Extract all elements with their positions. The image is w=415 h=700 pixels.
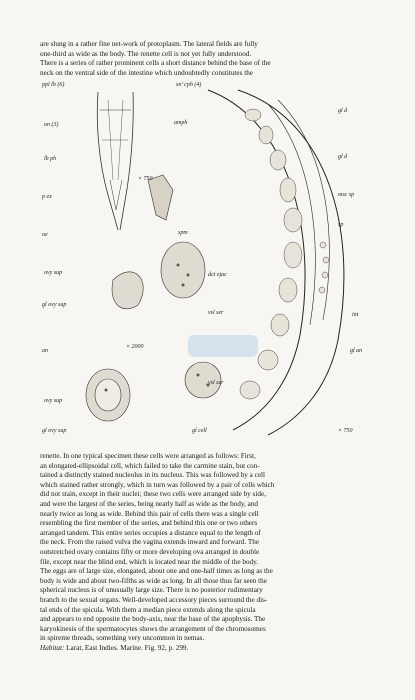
- label-gl-ovy-sup-2: gl ovy sup: [42, 428, 67, 434]
- bottom-paragraph: [40, 452, 385, 653]
- text-line: resembling the first member of the series, and behind this one or two others: [40, 519, 258, 528]
- label-gl-ovy-sup: gl ovy sup: [42, 302, 67, 308]
- label-scale-top: × 750: [138, 176, 153, 182]
- label-gl-d-1: gl d: [338, 108, 348, 114]
- label-gl-cell: gl cell: [192, 428, 207, 434]
- habitat-label: Habitat:: [40, 643, 65, 652]
- top-paragraph: [40, 40, 385, 78]
- text-line: neck on the ventral side of the intestine which undoubtedly constitutes the: [40, 68, 253, 77]
- label-sp: sp: [338, 222, 344, 228]
- label-gl-an: gl an: [350, 348, 363, 354]
- text-line: The eggs are of large size, elongated, about one and one-half times as long as the: [40, 567, 273, 576]
- figure-plate: [38, 80, 385, 442]
- ovary-drawing: [86, 242, 221, 421]
- text-line: body is wide and about two-fifths as wide as long. In all those thus far seen the: [40, 576, 267, 585]
- label-vsl-ser-2: vsl ser: [208, 380, 224, 386]
- text-line: spherical nucleus is of unusually large size. There is no posterior rudimentary: [40, 586, 263, 595]
- label-an: an: [42, 348, 48, 354]
- label-ovy-sup-2: ovy sup: [44, 398, 63, 404]
- label-ovy-sup: ovy sup: [44, 270, 63, 276]
- label-sn-cph: sn’ cph (4): [176, 82, 202, 88]
- text-line: outstretched ovary contains fifty or more developing ova arranged in double: [40, 547, 260, 556]
- text-line: There is a series of rather prominent cells a short distance behind the base of the: [40, 59, 271, 68]
- text-line: arranged tandem. This entire series occupies a distance equal to the length of: [40, 528, 261, 537]
- text-line: file, except near the blind end, which is located near the middle of the body.: [40, 557, 259, 566]
- watermark-smudge: [188, 335, 258, 357]
- text-line: and appears to end opposite the body-axis, near the base of the apophysis. The: [40, 615, 266, 624]
- text-line: are slung in a rather fine net-work of protoplasm. The lateral fields are fully: [40, 40, 258, 48]
- text-line: in spireme threads, something very uncommon in nemas.: [40, 634, 205, 643]
- text-line: which stained rather strongly, which in turn was followed by a pair of cells which: [40, 480, 275, 489]
- text-line: and were the largest of the series, being nearly half as wide as the body, and: [40, 499, 258, 508]
- label-vsl-ser: vsl ser: [208, 310, 224, 316]
- text-line: one-third as wide as the body. The renette cell is not yet fully understood.: [40, 49, 252, 58]
- label-p-ex: p ex: [42, 194, 52, 200]
- label-gl-d-2: gl d: [338, 154, 348, 160]
- head-drawing: [97, 92, 133, 230]
- label-on: on (3): [44, 122, 59, 128]
- text-line: karyokinesis of the spermatocytes shows the arrangement of the chromosomes: [40, 624, 266, 633]
- text-line: tained a distinctly stained nucleolus in its nucleus. This was followed by a cell: [40, 471, 266, 480]
- text-line: nearly twice as long as wide. Behind this pair of cells there was a single cell: [40, 509, 259, 518]
- label-scale-mid: × 2000: [126, 344, 144, 350]
- text-line: the neck. From the raised vulva the vagina extends inward and forward. The: [40, 538, 260, 547]
- habitat-line: [40, 644, 385, 654]
- body-drawing: [208, 90, 344, 435]
- label-oe: oe: [42, 232, 48, 238]
- text-line: renette. In one typical specimen these cells were arranged as follows: First,: [40, 452, 256, 460]
- text-line: an elongated-ellipsoidal cell, which failed to take the carmine stain, but con-: [40, 461, 260, 470]
- label-msc-sp: msc sp: [338, 192, 355, 198]
- text-line: tal ends of the spicula. With them a median piece extends along the spicula: [40, 605, 256, 614]
- habitat-text: Larat, East Indies. Marine. Fig. 92, p. 299.: [64, 643, 189, 652]
- label-int: int: [352, 312, 359, 318]
- label-ppl-lb: ppl lb (6): [42, 82, 65, 88]
- label-spm: spm: [178, 230, 188, 236]
- label-lb-ph: lb ph: [44, 156, 57, 162]
- label-amph: amph: [174, 120, 188, 126]
- text-line: did not stain, except in their nuclei; these two cells were arranged side by side,: [40, 490, 266, 499]
- label-scale-bottom: × 750: [338, 428, 353, 434]
- nematode-illustration: [38, 80, 385, 442]
- text-line: branch to the sexual organs. Well-developed accessory pieces surround the dis-: [40, 595, 268, 604]
- label-dct-ejac: dct ejac: [208, 272, 227, 278]
